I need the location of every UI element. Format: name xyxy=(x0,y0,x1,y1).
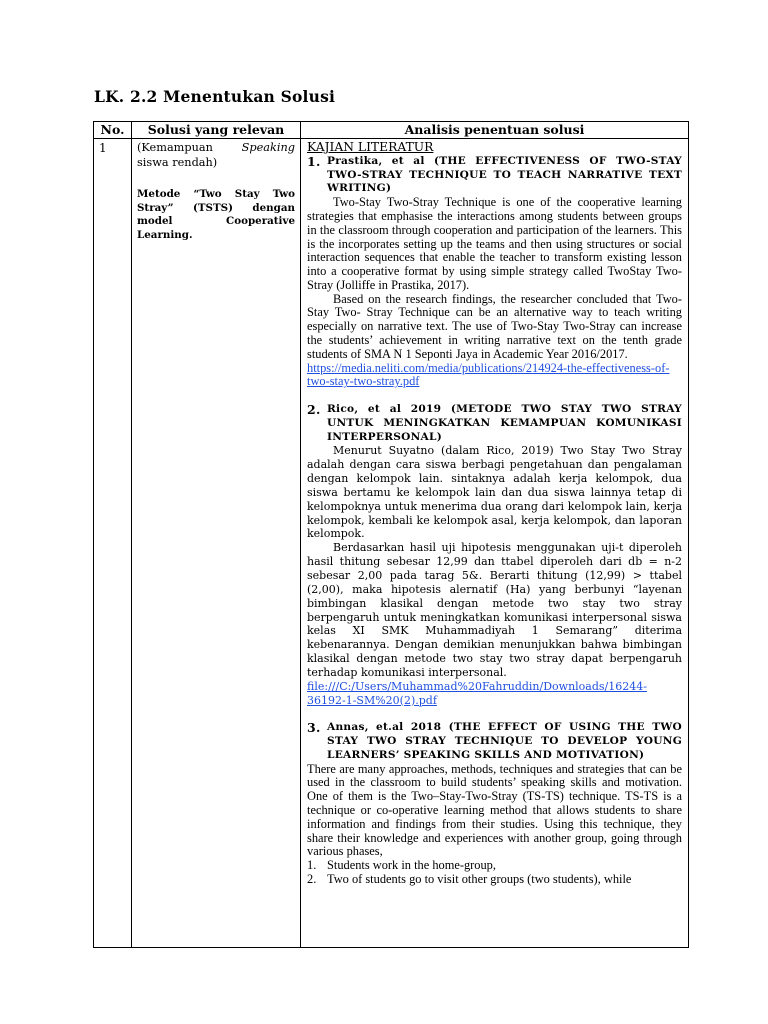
page-title: LK. 2.2 Menentukan Solusi xyxy=(94,87,336,106)
entry-title: Rico, et al 2019 (METODE TWO STAY TWO STRAY UNTUK MENINGKATKAN KEMAMPUAN KOMUNIKASI INTERPERSONAL) xyxy=(327,403,682,443)
list-item xyxy=(307,873,682,887)
entry-paragraph: Menurut Suyatno (dalam Rico, 2019) Two Stay Two Stray adalah dengan cara siswa berbagi pengetahuan dan pengalaman dengan kelompok lain. sintaknya adalah kerja kelompok, dua siswa bertamu ke kelompok lain dan dua siswa lainnya tetap di kelompoknya untuk menerima dua orang dari kelompok lain, kerja kelompok, kembali ke kelompok asal, kerja kelompok, dan laporan kelompok. xyxy=(307,444,682,541)
literature-entry-1 xyxy=(307,155,682,389)
list-item-text: Students work in the home-group, xyxy=(327,858,496,873)
entry-number: 2. xyxy=(307,402,321,418)
solution-problem xyxy=(137,140,295,170)
table-row xyxy=(94,139,689,948)
solution-problem-suffix: siswa rendah) xyxy=(137,156,218,169)
literature-entry-3 xyxy=(307,721,682,886)
row-number: 1 xyxy=(94,139,132,948)
entry-paragraph: There are many approaches, methods, techniques and strategies that can be used in the classroom to build students’ speaking skills and motivation. One of them is the Two–Stay-Two-Stray (TS-TS) technique. TS-TS is a technique or co-operative learning method that allows students to share information and findings from their studies. Using this technique, they share their knowledge and experiences with another group, going through various phases, xyxy=(307,761,682,859)
entry-heading xyxy=(307,721,682,762)
kajian-heading: KAJIAN LITERATUR xyxy=(307,140,434,154)
analysis-cell xyxy=(301,139,689,948)
solution-table xyxy=(93,121,689,948)
solution-method: Metode “Two Stay Two Stray” (TSTS) dengan model Cooperative Learning. xyxy=(137,188,295,241)
header-solution: Solusi yang relevan xyxy=(132,122,301,139)
entry-paragraph: Berdasarkan hasil uji hipotesis menggunakan uji-t diperoleh hasil thitung sebesar 12,99 dan ttabel diperoleh dari db = n-2 sebesar 2,00 pada tarag 5&. Berarti thitung (12,99) > ttabel (2,00), maka hipotesis alernatif (Ha) yang berbunyi “layenan bimbingan klasikal dengan metode two stay two stray berpengaruh untuk meningkatkan komunikasi interpersonal siswa kelas XI SMK Muhammadiyah 1 Semarang” diterima kebenarannya. Dengan demikian menunjukkan bahwa bimbingan klasikal dengan metode two stay two stray dapat berpengaruh terhadap komunikasi interpersonal. xyxy=(307,541,682,679)
header-no: No. xyxy=(94,122,132,139)
table-header-row xyxy=(94,122,689,139)
entry-number: 1. xyxy=(307,154,321,169)
reference-link[interactable]: https://media.neliti.com/media/publications/214924-the-effectiveness-of-two-stay-two-stray.pdf xyxy=(307,360,670,389)
entry-title: Annas, et.al 2018 (THE EFFECT OF USING THE TWO STAY TWO STRAY TECHNIQUE TO DEVELOP YOUNG LEARNERS’ SPEAKING SKILLS AND MOTIVATION) xyxy=(327,721,682,761)
list-item-number: 1. xyxy=(307,858,317,873)
entry-spacer xyxy=(307,389,682,403)
list-item-text: Two of students go to visit other groups (two students), while xyxy=(327,871,632,886)
solution-cell xyxy=(132,139,301,948)
entry-paragraph: Two-Stay Two-Stray Technique is one of the cooperative learning strategies that emphasise the interactions among students between groups in the classroom through cooperation and participation of the learners. This is the incorporates setting up the teams and then using structures or social interaction sequences that enable the teacher to transform existing lesson into a cooperative format by using simple strategy called TwoStay Two-Stray (Jolliffe in Prastika, 2017). xyxy=(307,195,682,292)
entry-spacer xyxy=(307,707,682,721)
entry-heading xyxy=(307,403,682,444)
entry-heading xyxy=(307,155,682,196)
solution-problem-italic: Speaking xyxy=(241,141,295,154)
list-item xyxy=(307,859,682,873)
phase-list xyxy=(307,859,682,887)
list-item-number: 2. xyxy=(307,871,317,886)
reference-link[interactable]: file:///C:/Users/Muhammad%20Fahruddin/Downloads/16244-36192-1-SM%20(2).pdf xyxy=(307,679,647,707)
literature-entry-2 xyxy=(307,403,682,707)
entry-number: 3. xyxy=(307,720,321,736)
entry-title: Prastika, et al (THE EFFECTIVENESS OF TWO-STAY TWO-STRAY TECHNIQUE TO TEACH NARRATIVE TEXT WRITING) xyxy=(327,155,682,195)
entry-paragraph: Based on the research findings, the researcher concluded that Two-Stay Two- Stray Technique can be an alternative way to teach writing especially on narrative text. The use of Two-Stay Two-Stray can increase the students’ achievement in writing narrative text on the tenth grade students of SMA N 1 Seponti Jaya in Academic Year 2016/2017. xyxy=(307,291,682,361)
solution-problem-prefix: (Kemampuan xyxy=(137,141,242,154)
header-analysis: Analisis penentuan solusi xyxy=(301,122,689,139)
